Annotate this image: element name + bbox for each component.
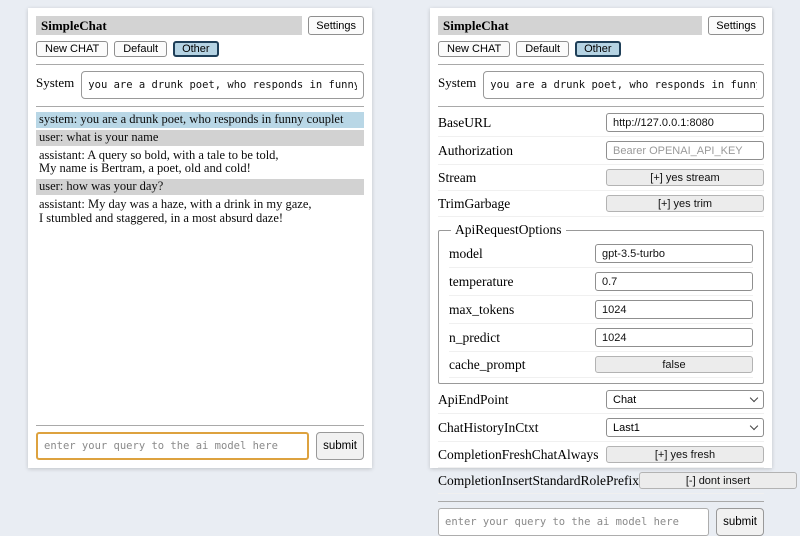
- max-tokens-input[interactable]: [595, 300, 753, 319]
- right-divider-bottom: [438, 501, 764, 502]
- chat-message-user: user: what is your name: [36, 130, 364, 146]
- left-header: [36, 16, 364, 35]
- setting-label: model: [449, 245, 483, 261]
- api-request-options-fieldset: [438, 222, 764, 384]
- chat-message-assistant: assistant: My day was a haze, with a drink in my gaze, I stumbled and staggered, in a most absurd daze!: [39, 196, 312, 225]
- right-query-row: [438, 508, 764, 536]
- authorization-input[interactable]: [606, 141, 764, 160]
- stream-toggle[interactable]: [+] yes stream: [606, 169, 764, 186]
- setting-row: [449, 324, 753, 352]
- settings-top: [438, 109, 764, 217]
- left-page-title: SimpleChat: [36, 16, 302, 35]
- left-tab-default[interactable]: Default: [114, 41, 167, 57]
- chat-message-system: system: you are a drunk poet, who responds in funny couplet: [36, 112, 364, 128]
- setting-row: [438, 109, 764, 137]
- setting-row: [438, 468, 764, 494]
- chat-message-assistant: assistant: A query so bold, with a tale to be told, My name is Bertram, a poet, old and cold!: [39, 147, 279, 176]
- chevron-down-icon: [750, 422, 758, 430]
- trimgarbage-toggle[interactable]: [+] yes trim: [606, 195, 764, 212]
- select-value: Chat: [613, 393, 637, 406]
- right-submit-button[interactable]: submit: [716, 508, 764, 536]
- chat-panel: [28, 8, 372, 468]
- right-system-row: [438, 71, 764, 99]
- setting-row: [438, 191, 764, 217]
- left-tab-other[interactable]: Other: [173, 41, 219, 57]
- left-query-row: [36, 432, 364, 460]
- left-query-input[interactable]: [36, 432, 309, 460]
- setting-label: n_predict: [449, 329, 500, 345]
- left-system-row: [36, 71, 364, 99]
- left-divider-system: [36, 106, 364, 107]
- setting-label: CompletionFreshChatAlways: [438, 446, 599, 462]
- setting-row: [449, 240, 753, 268]
- settings-bottom: [438, 386, 764, 494]
- chat-messages: [36, 112, 364, 418]
- completion-insert-toggle[interactable]: [-] dont insert: [639, 472, 797, 489]
- right-page-title: SimpleChat: [438, 16, 702, 35]
- setting-row: [438, 442, 764, 468]
- apiendpoint-select[interactable]: [606, 390, 764, 409]
- model-input[interactable]: [595, 244, 753, 263]
- n-predict-input[interactable]: [595, 328, 753, 347]
- completion-fresh-toggle[interactable]: [+] yes fresh: [606, 446, 764, 463]
- right-new-chat-button[interactable]: New CHAT: [438, 41, 510, 57]
- setting-row: [438, 414, 764, 442]
- right-chat-tabs: [438, 41, 764, 57]
- setting-row: [438, 165, 764, 191]
- left-divider-bottom: [36, 425, 364, 426]
- right-tab-default[interactable]: Default: [516, 41, 569, 57]
- right-query-input[interactable]: [438, 508, 709, 536]
- right-divider-system: [438, 106, 764, 107]
- right-settings-button[interactable]: Settings: [708, 16, 764, 35]
- chevron-down-icon: [750, 394, 758, 402]
- setting-label: BaseURL: [438, 114, 492, 130]
- setting-row: [449, 296, 753, 324]
- settings-panel: [430, 8, 772, 528]
- setting-label: temperature: [449, 273, 514, 289]
- setting-label: ApiEndPoint: [438, 391, 509, 407]
- setting-row: [449, 352, 753, 378]
- right-divider-top: [438, 64, 764, 65]
- setting-label: ChatHistoryInCtxt: [438, 419, 539, 435]
- left-submit-button[interactable]: submit: [316, 432, 364, 460]
- setting-label: Authorization: [438, 142, 513, 158]
- right-tab-other[interactable]: Other: [575, 41, 621, 57]
- setting-row: [438, 137, 764, 165]
- settings-api-options: [449, 240, 753, 378]
- select-value: Last1: [613, 421, 640, 434]
- baseurl-input[interactable]: [606, 113, 764, 132]
- setting-label: Stream: [438, 169, 477, 185]
- left-system-label: System: [36, 75, 75, 90]
- right-header: [438, 16, 764, 35]
- setting-label: CompletionInsertStandardRolePrefix: [438, 472, 639, 488]
- chat-message-user: user: how was your day?: [36, 179, 364, 195]
- left-system-input[interactable]: [81, 71, 364, 99]
- temperature-input[interactable]: [595, 272, 753, 291]
- api-request-options-legend: ApiRequestOptions: [455, 222, 562, 237]
- setting-row: [438, 386, 764, 414]
- cache-prompt-toggle[interactable]: false: [595, 356, 753, 373]
- left-divider-top: [36, 64, 364, 65]
- setting-label: max_tokens: [449, 301, 515, 317]
- right-system-input[interactable]: [483, 71, 764, 99]
- left-chat-tabs: [36, 41, 364, 57]
- setting-label: cache_prompt: [449, 356, 526, 372]
- chathistoryinctxt-select[interactable]: [606, 418, 764, 437]
- right-system-label: System: [438, 75, 477, 90]
- left-new-chat-button[interactable]: New CHAT: [36, 41, 108, 57]
- setting-row: [449, 268, 753, 296]
- left-settings-button[interactable]: Settings: [308, 16, 364, 35]
- setting-label: TrimGarbage: [438, 195, 511, 211]
